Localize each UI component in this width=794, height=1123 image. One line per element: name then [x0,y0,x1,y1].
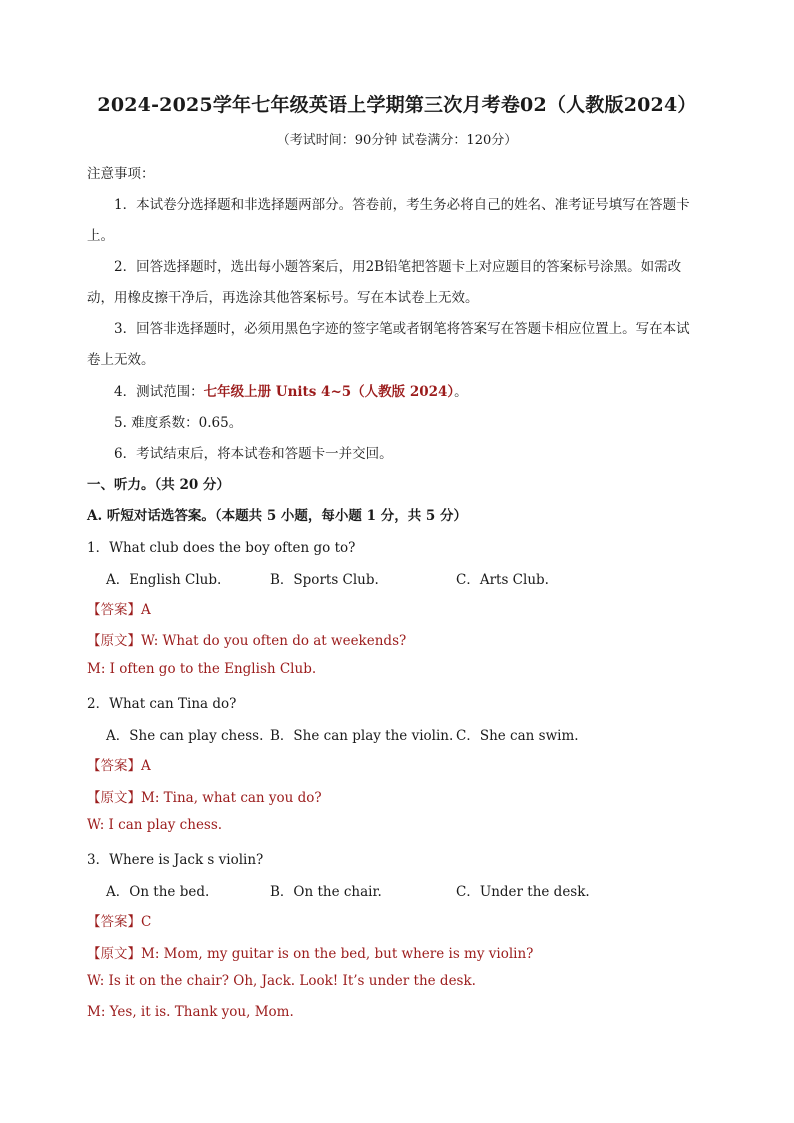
question-1-option-c: C．Arts Club. [456,572,549,588]
question-3-option-b: B．On the chair. [270,884,382,900]
answer-label: 【答案】 [87,914,141,930]
notice-item-1: 1．本试卷分选择题和非选择题两部分。答卷前，考生务必将自己的姓名、准考证号填写在答题卡 [114,197,690,213]
notice-item-4-prefix: 4．测试范围： [114,384,204,400]
question-1-stem: 1．What club does the boy often go to? [87,540,356,556]
question-1-transcript [87,629,406,649]
question-2-stem: 2．What can Tina do? [87,696,237,712]
transcript-label: 【原文】 [87,633,141,649]
exam-info: （考试时间：90分钟 试卷满分：120分） [276,133,518,148]
notice-item-5: 5. 难度系数：0.65。 [114,415,243,431]
notice-item-6: 6．考试结束后，将本试卷和答题卡一并交回。 [114,446,393,462]
question-2-option-c: C．She can swim. [456,728,579,744]
transcript-label: 【原文】 [87,790,141,806]
question-3-option-a: A．On the bed. [106,884,210,900]
question-2-answer [87,754,151,774]
transcript-line: W: I can play chess. [87,817,223,833]
notice-heading: 注意事项： [87,166,155,182]
question-3-answer [87,910,151,930]
question-2-option-a: A．She can play chess. [106,728,264,744]
transcript-line: M: I often go to the English Club. [87,661,317,677]
answer-value: A [141,602,151,618]
notice-item-2: 2．回答选择题时，选出每小题答案后，用2B铅笔把答题卡上对应题目的答案标号涂黑。如需改 [114,259,682,275]
transcript-label: 【原文】 [87,946,141,962]
transcript-line: W: Is it on the chair? Oh, Jack. Look! It’s under the desk. [87,973,476,989]
transcript-line: M: Tina, what can you do? [141,790,322,806]
answer-label: 【答案】 [87,758,141,774]
question-2-transcript [87,786,322,806]
question-1-answer [87,598,151,618]
transcript-line: M: Mom, my guitar is on the bed, but where is my violin? [141,946,534,962]
page-title: 2024-2025学年七年级英语上学期第三次月考卷02（人教版2024） [97,94,697,116]
question-1-option-a: A．English Club. [106,572,222,588]
transcript-line: M: Yes, it is. Thank you, Mom. [87,1004,294,1020]
answer-value: C [141,914,152,930]
answer-value: A [141,758,151,774]
section-heading: 一、听力。（共 20 分） [87,477,230,493]
notice-item-3-cont: 卷上无效。 [87,352,155,368]
question-2-option-b: B．She can play the violin. [270,728,454,744]
part-a-heading: A. 听短对话选答案。（本题共 5 小题，每小题 1 分，共 5 分） [87,508,468,524]
notice-item-4-suffix: 。 [454,384,468,400]
question-3-stem: 3．Where is Jack s violin? [87,852,264,868]
notice-item-1-cont: 上。 [87,228,114,244]
notice-item-3: 3．回答非选择题时，必须用黑色字迹的签字笔或者钢笔将答案写在答题卡相应位置上。写在本试 [114,321,690,337]
question-3-transcript [87,942,533,962]
transcript-line: W: What do you often do at weekends? [141,633,407,649]
notice-item-2-cont: 动，用橡皮擦干净后，再选涂其他答案标号。写在本试卷上无效。 [87,290,479,306]
notice-item-4 [114,380,468,400]
question-3-option-c: C．Under the desk. [456,884,590,900]
test-range: 七年级上册 Units 4~5（人教版 2024） [203,384,455,400]
question-1-option-b: B．Sports Club. [270,572,379,588]
answer-label: 【答案】 [87,602,141,618]
